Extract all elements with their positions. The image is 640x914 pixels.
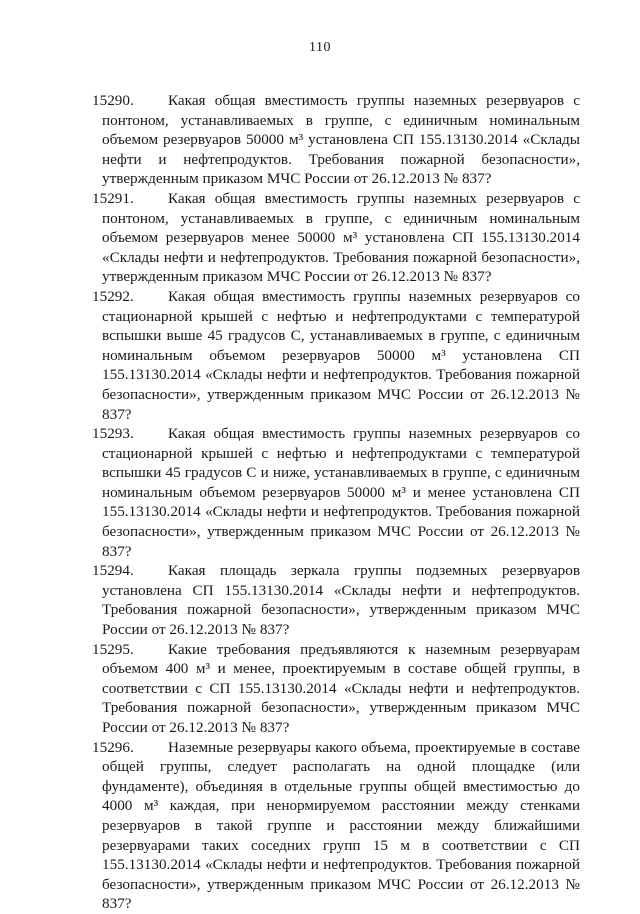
question-list: [92, 91, 580, 914]
question-text: Какие требования предъявляются к наземным резервуарам объемом 400 м³ и менее, проектируемым в составе общей группы, в соответствии с СП 155.13130.2014 «Склады нефти и нефтепродуктов. Требования пожарной безопасности», утвержденным приказом МЧС России от 26.12.2013 № 837?: [102, 640, 580, 736]
question-15290: [92, 91, 580, 189]
question-15295: [92, 640, 580, 738]
question-text: Какая общая вместимость группы наземных резервуаров с понтоном, устанавливаемых в группе, с единичным номинальным объемом резервуаров менее 50000 м³ установлена СП 155.13130.2014 «Склады нефти и нефтепродуктов. Требования пожарной безопасности», утвержденным приказом МЧС России от 26.12.2013 № 837?: [102, 189, 580, 286]
question-text: Какая общая вместимость группы наземных резервуаров со стационарной крышей с нефтью и нефтепродуктами с температурой вспышки выше 45 градусов С, устанавливаемых в группе, с единичным номинальным объемом резервуаров 50000 м³ установлена СП 155.13130.2014 «Склады нефти и нефтепродуктов. Требования пожарной безопасности», утвержденным приказом МЧС России от 26.12.2013 № 837?: [102, 287, 580, 423]
question-text: Какая общая вместимость группы наземных резервуаров со стационарной крышей с нефтью и нефтепродуктами с температурой вспышки 45 градусов С и ниже, устанавливаемых в группе, с единичным номинальным объемом резервуаров 50000 м³ и менее установлена СП 155.13130.2014 «Склады нефти и нефтепродуктов. Требования пожарной безопасности», утвержденным приказом МЧС России от 26.12.2013 № 837?: [102, 425, 580, 560]
question-number: 15292.: [92, 287, 134, 305]
question-15294: [92, 561, 580, 639]
question-15296: [92, 738, 580, 914]
question-number: 15291.: [92, 189, 134, 207]
question-number: 15290.: [92, 92, 134, 109]
question-number: 15295.: [92, 640, 134, 658]
page-number: 110: [309, 40, 331, 55]
question-number: 15296.: [92, 738, 134, 756]
question-15291: [92, 189, 580, 287]
question-text: Какая площадь зеркала группы подземных резервуаров установлена СП 155.13130.2014 «Склады нефти и нефтепродуктов. Требования пожарной безопасности», утвержденным приказом МЧС России от 26.12.2013 № 837?: [102, 562, 580, 639]
question-number: 15294.: [92, 562, 134, 580]
question-text: Какая общая вместимость группы наземных резервуаров с понтоном, устанавливаемых в группе, с единичным номинальным объемом резервуаров 50000 м³ установлена СП 155.13130.2014 «Склады нефти и нефтепродуктов. Требования пожарной безопасности», утвержденным приказом МЧС России от 26.12.2013 № 837?: [102, 92, 580, 188]
question-text: Наземные резервуары какого объема, проектируемые в составе общей группы, следует располагать на одной площадке (или фундаменте), объединяя в отдельные группы общей вместимостью до 4000 м³ каждая, при ненормируемом расстоянии между стенками резервуаров в такой группе и расстоянии между ближайшими резервуарами таких соседних групп 15 м в соответствии с СП 155.13130.2014 «Склады нефти и нефтепродуктов. Требования пожарной безопасности», утвержденным приказом МЧС России от 26.12.2013 № 837?: [102, 738, 580, 913]
question-15293: [92, 424, 580, 561]
question-number: 15293.: [92, 425, 134, 443]
question-15292: [92, 287, 580, 424]
